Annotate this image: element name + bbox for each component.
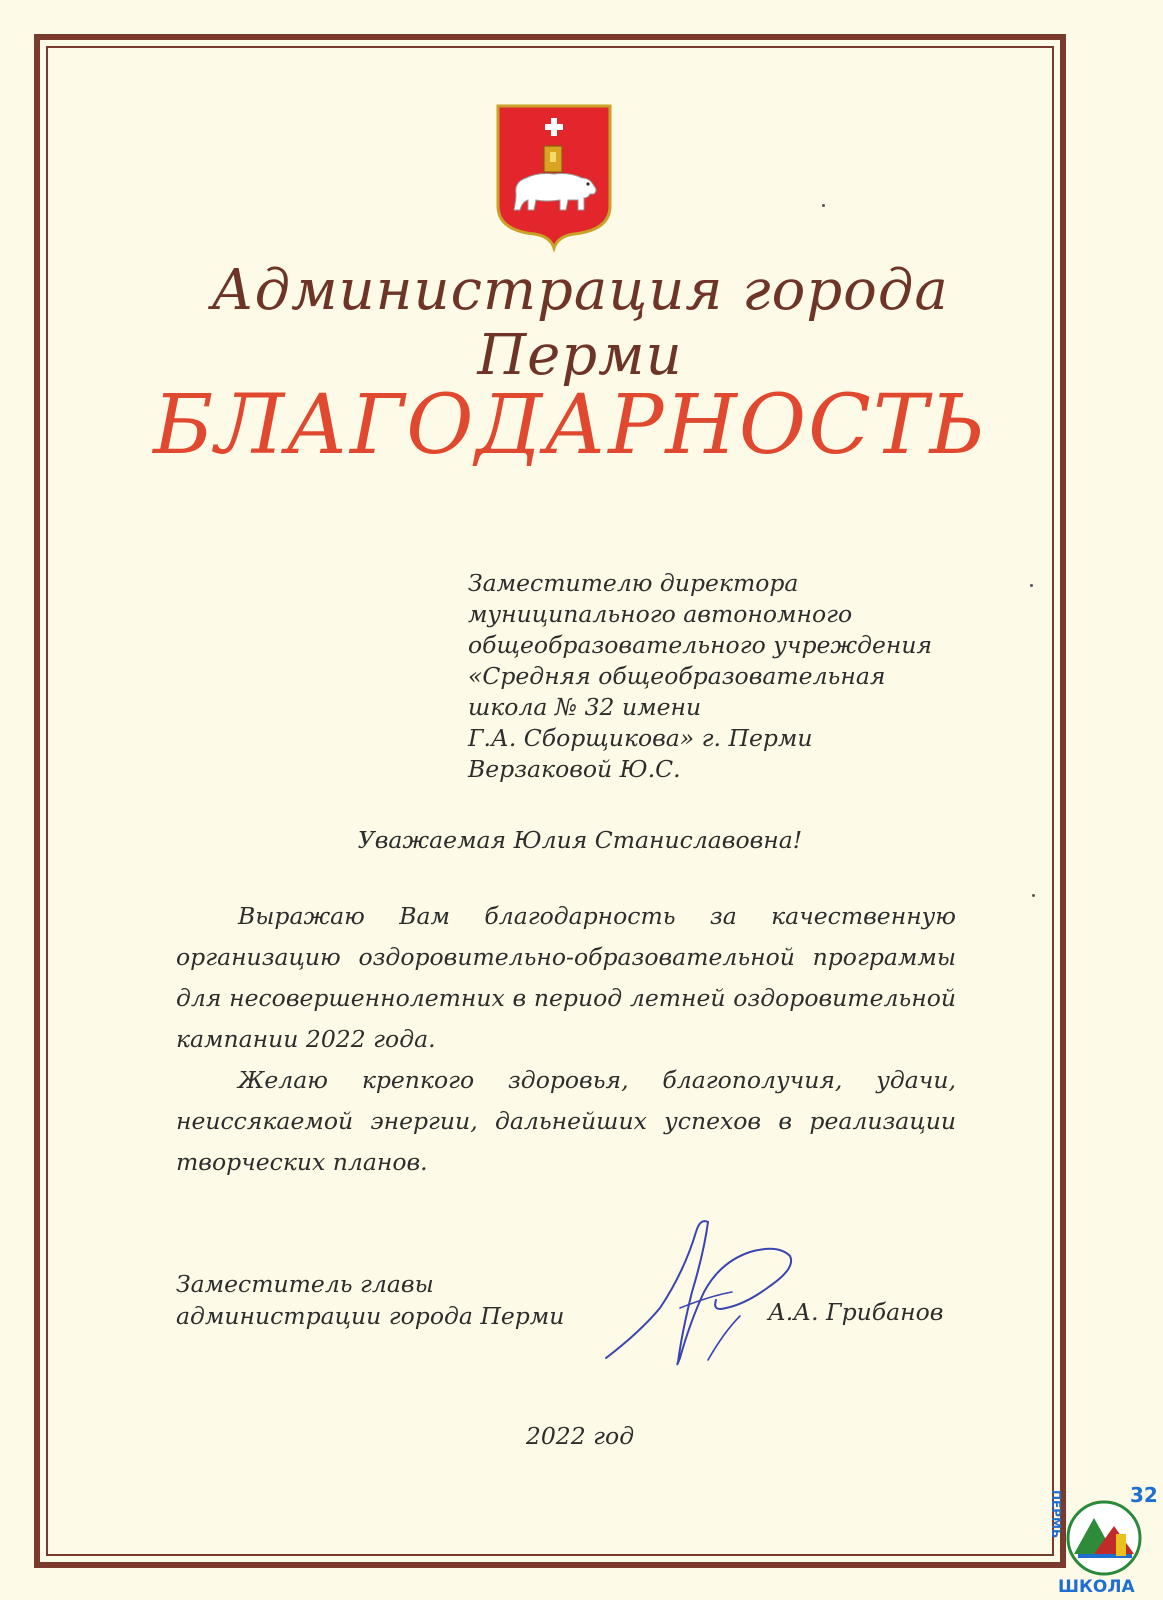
handwritten-signature-icon — [600, 1212, 820, 1372]
recipient-line: Верзаковой Ю.С. — [468, 755, 681, 783]
recipient-line: «Средняя общеобразовательная — [468, 662, 886, 690]
perm-coat-of-arms-icon — [494, 102, 614, 250]
administration-title: Администрация города Перми — [211, 258, 949, 388]
signer-title — [176, 1268, 596, 1332]
recipient-line: муниципального автономного — [468, 600, 853, 628]
recipient-line: Г.А. Сборщикова» г. Перми — [468, 724, 813, 752]
body-paragraph: Выражаю Вам благодарность за качественную организацию оздоровительно-образовательной программы для несовершеннолетних в период летней оздоровительной кампании 2022 года. — [176, 902, 956, 1053]
paper-speck — [1032, 894, 1035, 897]
recipient-line: школа № 32 имени — [468, 693, 702, 721]
certificate-title: БЛАГОДАРНОСТЬ — [153, 378, 987, 473]
paper-speck — [822, 204, 825, 207]
signer-name: А.А. Грибанов — [768, 1298, 944, 1326]
signer-title-line: Заместитель главы — [176, 1270, 434, 1298]
body-paragraph: Желаю крепкого здоровья, благополучия, удачи, неиссякаемой энергии, дальнейших успехов в реализации творческих планов. — [176, 1066, 956, 1176]
body-text — [176, 896, 956, 1183]
svg-text:ПЕРМЬ: ПЕРМЬ — [1049, 1490, 1063, 1539]
signer-title-line: администрации города Перми — [176, 1302, 565, 1330]
school-32-logo-icon — [1038, 1478, 1158, 1597]
paper-speck — [1030, 584, 1033, 587]
greeting: Уважаемая Юлия Станиславовна! — [357, 826, 803, 854]
recipient-line: Заместителю директора — [468, 569, 799, 597]
document-year: 2022 год — [525, 1422, 635, 1450]
svg-text:ШКОЛА: ШКОЛА — [1058, 1577, 1135, 1597]
recipient-line: общеобразовательного учреждения — [468, 631, 933, 659]
svg-text:32: 32 — [1130, 1483, 1158, 1507]
recipient-block — [468, 568, 1028, 785]
